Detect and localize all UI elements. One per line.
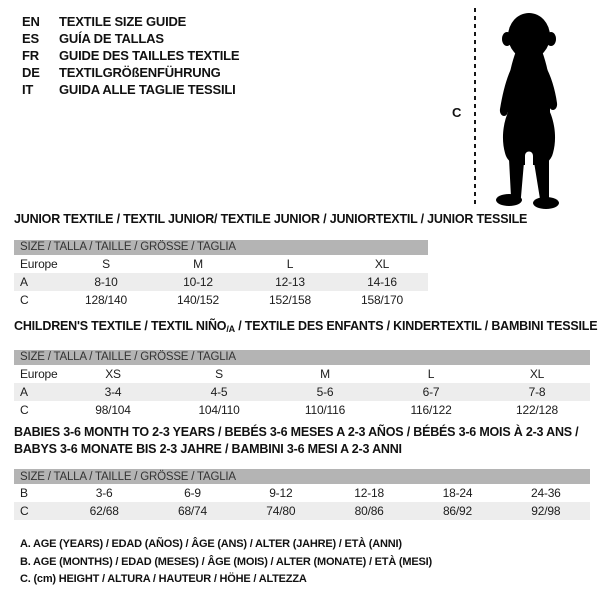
language-row [22, 64, 239, 81]
value-cell: 9-12 [269, 486, 293, 500]
value-cell: 5-6 [272, 383, 378, 401]
value-cell: L [427, 366, 435, 381]
value-cell: 116/122 [410, 402, 452, 417]
value-cell: 6-9 [184, 486, 201, 500]
footnote-line: B. AGE (MONTHS) / EDAD (MESES) / ÂGE (MOIS) / ALTER (MONATE) / ETÀ (MESI) [20, 555, 432, 568]
value-cell: 3-4 [60, 383, 166, 401]
value-cell: XL [374, 256, 390, 271]
height-measure-dashed-line [474, 8, 476, 207]
value-cell: 86/92 [413, 502, 501, 520]
row-label: B [20, 486, 28, 500]
value-cell: 122/128 [516, 402, 558, 417]
table-row [14, 273, 428, 291]
value-cell: 24-36 [530, 486, 561, 500]
value-cell: 8-10 [60, 273, 152, 291]
value-cell: 128/140 [85, 292, 127, 307]
value-cell: 98/104 [95, 402, 131, 417]
language-title: GUÍA DE TALLAS [59, 31, 164, 46]
value-cell: 4-5 [166, 383, 272, 401]
size-header-row [14, 240, 428, 255]
language-title: GUIDA ALLE TAGLIE TESSILI [59, 82, 236, 97]
value-cell: 12-18 [354, 486, 384, 500]
baby-silhouette-icon [483, 9, 575, 213]
table-title-part: / TEXTILE DES ENFANTS / KINDERTEXTIL / BAMBINI TESSILE [234, 319, 598, 333]
language-title: GUIDE DES TAILLES TEXTILE [59, 48, 240, 63]
table-row [14, 291, 428, 309]
language-title: TEXTILGRÖßENFÜHRUNG [59, 65, 221, 80]
row-label: C [14, 502, 60, 520]
size-table [14, 469, 590, 520]
table-row [14, 383, 590, 401]
footnote-line: C. (cm) HEIGHT / ALTURA / HAUTEUR / HÖHE / ALTEZZA [20, 573, 307, 585]
size-header-cell: SIZE / TALLA / TAILLE / GRÖSSE / TAGLIA [14, 240, 428, 255]
value-cell: 14-16 [336, 273, 428, 291]
table-row [14, 365, 590, 383]
language-title: TEXTILE SIZE GUIDE [59, 14, 187, 29]
value-cell: 140/152 [177, 292, 219, 307]
value-cell: 6-7 [378, 383, 484, 401]
language-row [22, 47, 239, 64]
table-title-part: BABYS 3-6 MONATE BIS 2-3 JAHRE / BAMBINI 3-6 MESI A 2-3 ANNI [14, 441, 402, 456]
value-cell: 18-24 [442, 486, 473, 500]
value-cell: 12-13 [244, 273, 336, 291]
table-title [14, 318, 598, 338]
row-label: A [14, 273, 60, 291]
value-cell: M [320, 366, 330, 381]
row-label: A [14, 383, 60, 401]
size-header-cell: SIZE / TALLA / TAILLE / GRÖSSE / TAGLIA [14, 350, 590, 365]
language-row [22, 13, 239, 30]
language-code: ES [22, 31, 39, 46]
value-cell: 152/158 [269, 292, 311, 307]
language-row [22, 81, 239, 98]
row-label: Europe [20, 366, 58, 381]
language-code: EN [22, 14, 40, 29]
table-title-part: JUNIOR TEXTILE / TEXTIL JUNIOR/ TEXTILE JUNIOR / JUNIORTEXTIL / JUNIOR TESSILE [14, 212, 528, 226]
value-cell: 110/116 [304, 402, 346, 417]
value-cell: S [102, 256, 110, 271]
language-code: IT [22, 82, 34, 97]
table-title [14, 211, 594, 228]
table-row [14, 484, 590, 502]
language-code: FR [22, 48, 39, 63]
size-table-section [14, 211, 594, 309]
value-cell: 92/98 [502, 502, 590, 520]
footnotes [20, 536, 432, 589]
value-cell: 62/68 [60, 502, 148, 520]
value-cell: 80/86 [325, 502, 413, 520]
value-cell: 7-8 [484, 383, 590, 401]
table-row [14, 401, 590, 419]
size-header-row [14, 469, 590, 484]
value-cell: XS [105, 366, 121, 381]
size-table [14, 350, 590, 419]
table-title-part: /A [226, 324, 235, 334]
size-table-section [14, 318, 598, 419]
language-row [22, 30, 239, 47]
row-label: C [20, 292, 29, 307]
value-cell: M [193, 256, 203, 271]
value-cell: 104/110 [198, 402, 240, 417]
language-code: DE [22, 65, 40, 80]
table-row [14, 502, 590, 520]
height-measure-label: C [452, 105, 462, 120]
size-header-row [14, 350, 590, 365]
value-cell: XL [529, 366, 545, 381]
table-title-part: BABIES 3-6 MONTH TO 2-3 YEARS / BEBÉS 3-6 MESES A 2-3 AÑOS / BÉBÉS 3-6 MOIS À 2-3 ANS / [14, 425, 579, 439]
value-cell: S [215, 366, 223, 381]
table-title-part: CHILDREN'S TEXTILE / TEXTIL NIÑO [14, 319, 227, 333]
size-table-section [14, 424, 594, 520]
value-cell: 10-12 [152, 273, 244, 291]
row-label: Europe [20, 256, 58, 271]
size-table [14, 240, 428, 309]
size-header-cell: SIZE / TALLA / TAILLE / GRÖSSE / TAGLIA [14, 469, 590, 484]
value-cell: 158/170 [361, 292, 403, 307]
value-cell: 74/80 [237, 502, 325, 520]
value-cell: 68/74 [148, 502, 236, 520]
value-cell: L [286, 256, 294, 271]
value-cell: 3-6 [95, 486, 113, 500]
table-title [14, 424, 594, 457]
table-row [14, 255, 428, 273]
footnote-line: A. AGE (YEARS) / EDAD (AÑOS) / ÂGE (ANS) / ALTER (JAHRE) / ETÀ (ANNI) [20, 538, 402, 550]
row-label: C [20, 402, 29, 417]
language-list [22, 13, 239, 98]
